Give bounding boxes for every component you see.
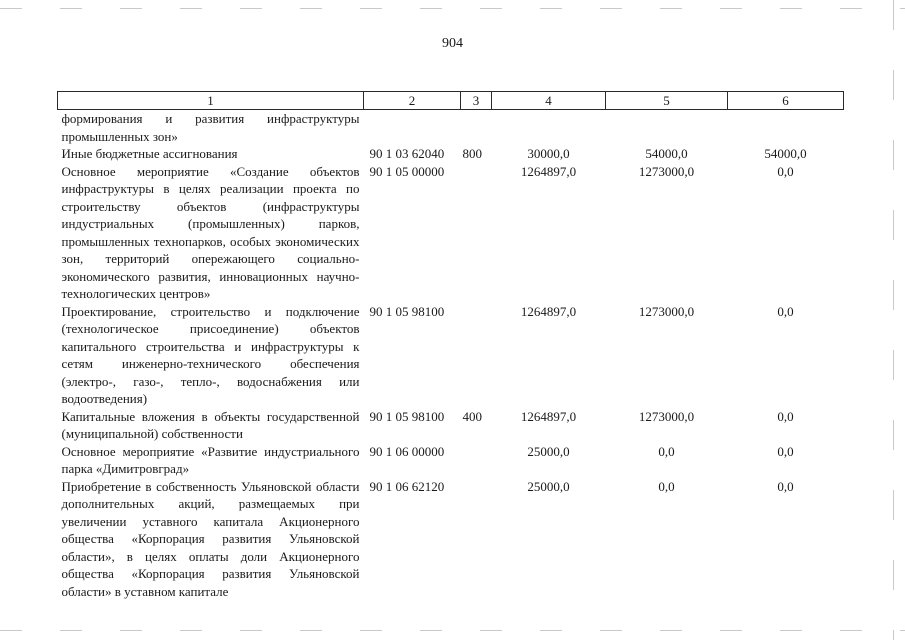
- budget-table: [57, 91, 844, 600]
- row-name: Капитальные вложения в объекты государственной (муниципальной) собственности: [61, 408, 360, 441]
- row-value-col5: 1273000,0: [638, 408, 695, 424]
- row-name: Приобретение в собственность Ульяновской области дополнительных акций, размещаемых при увеличении уставного капитала Акционерного общества «Корпорация развития Ульяновской области», в целях оплаты доли Акционерного общества «Корпорация развития Ульяновской области» в уставном капитале: [61, 478, 360, 599]
- row-value-col4: 30000,0: [527, 146, 570, 161]
- row-value-col4: 25000,0: [527, 443, 570, 459]
- row-expense-type: [461, 110, 492, 146]
- row-expense-type: [461, 163, 492, 303]
- column-header-4: 4: [492, 92, 606, 110]
- row-target-code: 90 1 05 98100: [369, 408, 445, 424]
- table-row: [58, 408, 844, 443]
- table-row: [58, 478, 844, 601]
- row-value-col5: 0,0: [658, 443, 675, 459]
- row-target-code: [364, 110, 461, 146]
- column-header-1: 1: [58, 92, 364, 110]
- row-value-col6: 0,0: [777, 443, 794, 459]
- row-value-col5: 0,0: [658, 478, 675, 494]
- row-expense-type: 800: [462, 146, 482, 161]
- scan-edge-top: [0, 8, 905, 9]
- row-value-col6: 0,0: [777, 303, 794, 319]
- row-value-col5: 1273000,0: [638, 163, 695, 179]
- row-target-code: 90 1 03 62040: [369, 146, 445, 161]
- row-name: формирования и развития инфраструктуры промышленных зон»: [61, 111, 360, 144]
- column-header-6: 6: [728, 92, 844, 110]
- table-row: [58, 163, 844, 303]
- row-value-col6: 0,0: [777, 408, 794, 424]
- row-value-col5: [606, 110, 728, 146]
- table-row: [58, 303, 844, 408]
- scan-edge-right: [893, 0, 894, 640]
- table-header-row: [58, 92, 844, 110]
- row-value-col4: 1264897,0: [520, 163, 577, 179]
- row-expense-type: [461, 478, 492, 601]
- row-value-col4: 1264897,0: [520, 408, 577, 424]
- column-header-3: 3: [461, 92, 492, 110]
- page-number: 904: [442, 36, 463, 51]
- row-value-col4: 25000,0: [527, 478, 570, 494]
- row-target-code: 90 1 05 98100: [369, 303, 445, 319]
- row-target-code: 90 1 06 00000: [369, 443, 445, 459]
- row-value-col6: 0,0: [777, 478, 794, 494]
- row-value-col6: 54000,0: [764, 146, 807, 161]
- row-value-col4: 1264897,0: [520, 303, 577, 319]
- row-name: Основное мероприятие «Развитие индустриального парка «Димитровград»: [61, 443, 360, 476]
- row-value-col6: 0,0: [777, 163, 794, 179]
- row-value-col4: [492, 110, 606, 146]
- row-name: Основное мероприятие «Создание объектов инфраструктуры в целях реализации проекта по строительству объектов (инфраструктуры индустриальных (промышленных) парков, промышленных технопарков, особых экономических зон, территорий опережающего социально-экономического развития, инновационных научно-технологических центров»: [61, 163, 360, 301]
- row-value-col5: 54000,0: [645, 146, 688, 161]
- row-expense-type: [461, 303, 492, 408]
- row-value-col6: [728, 110, 844, 146]
- table-row: [58, 145, 844, 163]
- scan-edge-bottom: [0, 630, 905, 631]
- table-row: [58, 443, 844, 478]
- table-row: [58, 110, 844, 146]
- column-header-2: 2: [364, 92, 461, 110]
- row-name: Иные бюджетные ассигнования: [61, 146, 238, 161]
- row-name: Проектирование, строительство и подключение (технологическое присоединение) объектов капитального строительства и инфраструктуры к сетям инженерно-технического обеспечения (электро-, газо-, тепло-, водоснабжения или водоотведения): [61, 303, 360, 406]
- row-expense-type: [461, 443, 492, 478]
- row-target-code: 90 1 05 00000: [369, 163, 445, 179]
- row-expense-type: 400: [462, 408, 482, 424]
- row-value-col5: 1273000,0: [638, 303, 695, 319]
- row-target-code: 90 1 06 62120: [369, 478, 445, 494]
- column-header-5: 5: [606, 92, 728, 110]
